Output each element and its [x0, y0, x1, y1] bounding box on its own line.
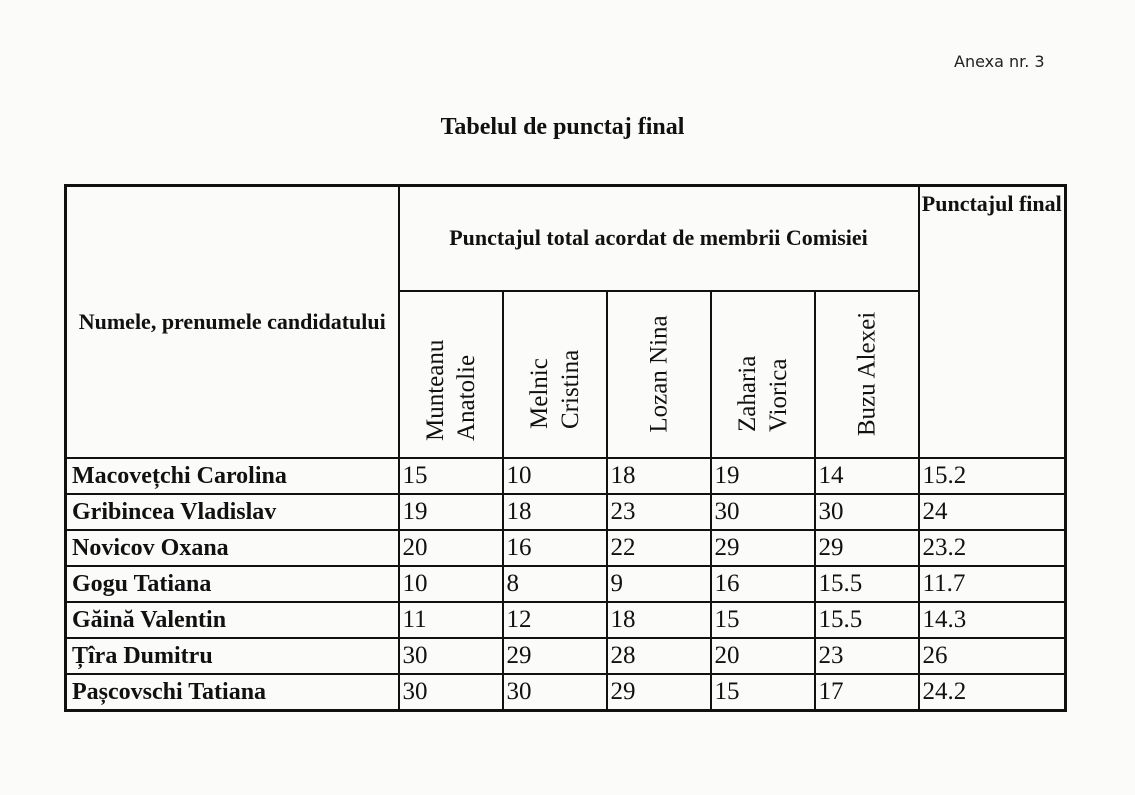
- score-cell: 16: [711, 566, 815, 602]
- score-cell: 18: [607, 602, 711, 638]
- final-score-cell: 26: [919, 638, 1066, 674]
- score-cell: 15.5: [815, 566, 919, 602]
- final-score-cell: 14.3: [919, 602, 1066, 638]
- score-cell: 15.5: [815, 602, 919, 638]
- table-row: [66, 566, 1066, 602]
- score-table: [64, 184, 1067, 712]
- final-score-cell: 24: [919, 494, 1066, 530]
- score-cell: 15: [711, 674, 815, 711]
- score-cell: 30: [711, 494, 815, 530]
- header-member-munteanu: Munteanu Anatolie: [399, 291, 503, 458]
- table-row: [66, 494, 1066, 530]
- final-score-cell: 23.2: [919, 530, 1066, 566]
- candidate-name: Gribincea Vladislav: [66, 494, 399, 530]
- final-score-cell: 15.2: [919, 458, 1066, 494]
- score-cell: 19: [399, 494, 503, 530]
- score-cell: 15: [399, 458, 503, 494]
- table-row: [66, 602, 1066, 638]
- table-row: [66, 530, 1066, 566]
- score-cell: 16: [503, 530, 607, 566]
- score-cell: 29: [711, 530, 815, 566]
- final-score-cell: 24.2: [919, 674, 1066, 711]
- header-final-score: Punctajul final: [919, 186, 1066, 459]
- score-cell: 17: [815, 674, 919, 711]
- candidate-name: Pașcovschi Tatiana: [66, 674, 399, 711]
- score-cell: 29: [607, 674, 711, 711]
- score-cell: 30: [399, 638, 503, 674]
- candidate-name: Gogu Tatiana: [66, 566, 399, 602]
- page-title: Tabelul de punctaj final: [440, 114, 685, 140]
- score-cell: 30: [399, 674, 503, 711]
- header-candidate-name: Numele, prenumele candidatului: [66, 186, 399, 459]
- score-cell: 12: [503, 602, 607, 638]
- score-cell: 15: [711, 602, 815, 638]
- score-cell: 8: [503, 566, 607, 602]
- score-cell: 29: [815, 530, 919, 566]
- score-cell: 29: [503, 638, 607, 674]
- score-cell: 10: [399, 566, 503, 602]
- score-cell: 30: [815, 494, 919, 530]
- header-member-melnic: Melnic Cristina: [503, 291, 607, 458]
- candidate-name: Novicov Oxana: [66, 530, 399, 566]
- score-cell: 9: [607, 566, 711, 602]
- score-cell: 19: [711, 458, 815, 494]
- score-cell: 18: [503, 494, 607, 530]
- score-cell: 30: [503, 674, 607, 711]
- candidate-name: Macovețchi Carolina: [66, 458, 399, 494]
- header-commission-scores: Punctajul total acordat de membrii Comisiei: [399, 186, 919, 291]
- score-cell: 23: [815, 638, 919, 674]
- score-cell: 10: [503, 458, 607, 494]
- score-cell: 22: [607, 530, 711, 566]
- score-cell: 28: [607, 638, 711, 674]
- final-score-cell: 11.7: [919, 566, 1066, 602]
- score-cell: 14: [815, 458, 919, 494]
- candidate-name: Țîra Dumitru: [66, 638, 399, 674]
- score-cell: 11: [399, 602, 503, 638]
- score-cell: 20: [399, 530, 503, 566]
- header-member-zaharia: Zaharia Viorica: [711, 291, 815, 458]
- table-row: [66, 674, 1066, 711]
- table-row: [66, 458, 1066, 494]
- annex-label: Anexa nr. 3: [954, 52, 1045, 71]
- score-cell: 20: [711, 638, 815, 674]
- score-cell: 23: [607, 494, 711, 530]
- score-cell: 18: [607, 458, 711, 494]
- candidate-name: Găină Valentin: [66, 602, 399, 638]
- table-row: [66, 638, 1066, 674]
- header-member-lozan: Lozan Nina: [607, 291, 711, 458]
- header-member-buzu: Buzu Alexei: [815, 291, 919, 458]
